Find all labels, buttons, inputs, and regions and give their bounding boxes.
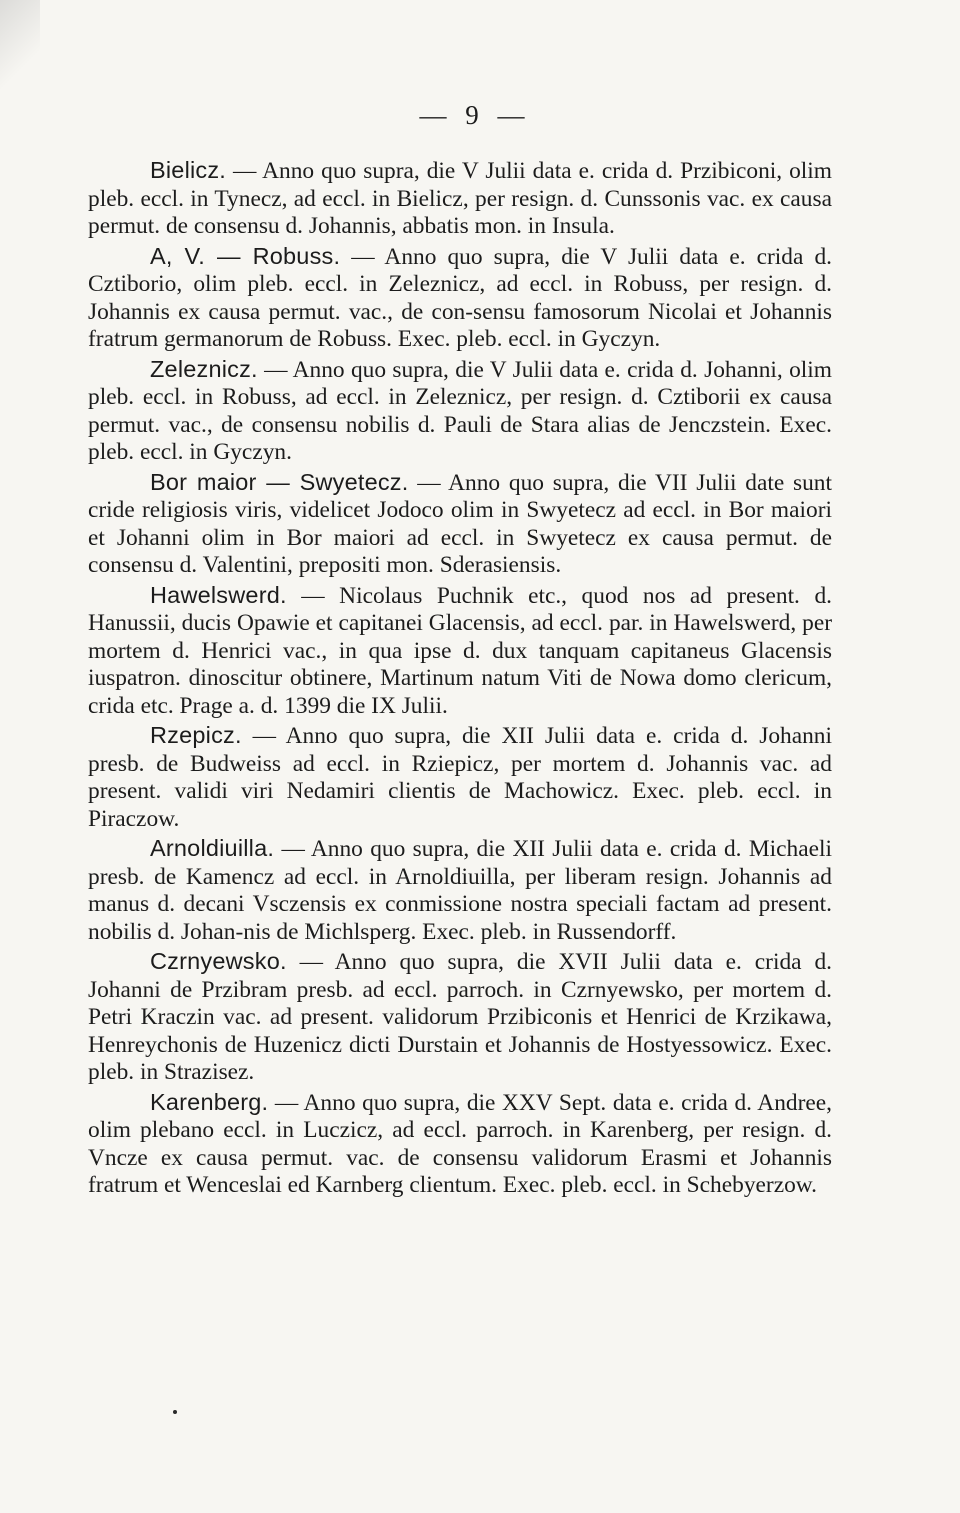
scan-edge-shadow: [0, 0, 40, 90]
entry-text: — Anno quo supra, die XII Julii data e. crida d. Michaeli presb. de Kamencz ad eccl. in Arnoldiuilla, per liberam resign. Johannis ad manus d. decani Vsczensis ex conmissione nostra speciali factam ad present. nobilis d. Johan-nis de Michlsperg. Exec. pleb. in Russendorff.: [88, 836, 832, 945]
entry-text: — Anno quo supra, die XII Julii data e. crida d. Johanni presb. de Budweiss ad eccl. in Rziepicz, per mortem d. Johannis vac. ad present. validi viri Nedamiri clientis de Machowicz. Exec. pleb. eccl. in Piraczow.: [88, 723, 832, 832]
entry-zeleznicz: [88, 356, 832, 467]
entry-text: — Anno quo supra, die VII Julii date sunt cride religiosis viris, videlicet Jodoco olim in Swyetecz ad eccl. in Bor maiori et Johanni olim in Bor maiori ad eccl. in Swyetecz ex causa permut. de consensu d. Valentini, prepositi mon. Sderasiensis.: [88, 469, 833, 578]
entry-arnoldiuilla: [88, 835, 832, 946]
entry-bielicz: [88, 157, 832, 241]
entries-list: [88, 157, 832, 1200]
entry-hawelswerd: [88, 582, 832, 721]
entry-heading: Arnoldiuilla.: [150, 835, 275, 861]
entry-bor-maior-swyetecz: [88, 469, 832, 580]
entry-text: — Anno quo supra, die XVII Julii data e. crida d. Johanni de Przibram presb. ad eccl. parroch. in Czrnyewsko, per mortem d. Petri Kraczin vac. ad present. validorum Przibiconis et Henrici de Krzikawa, Henreychonis de Huzenicz dicti Durstain et Johannis de Hostyessowicz. Exec. pleb. in Strazisez.: [88, 949, 832, 1085]
page-number: — 9 —: [419, 100, 531, 130]
entry-text: — Anno quo supra, die XXV Sept. data e. crida d. Andree, olim plebano eccl. in Luczicz, ad eccl. parroch. in Karenberg, per resign. d. Vncze ex causa permut. vac. de consensu validorum Erasmi et Johannis fratrum et Wenceslai ed Karnberg clientum. Exec. pleb. eccl. in Schebyerzow.: [88, 1089, 832, 1198]
entry-text: — Anno quo supra, die V Julii data e. crida d. Johanni, olim pleb. eccl. in Robuss, ad eccl. in Zeleznicz, per resign. d. Cztiborii ex causa permut. vac., de consensu nobilis d. Pauli de Stara alias de Jenczstein. Exec. pleb. eccl. in Gyczyn.: [88, 356, 832, 465]
entry-heading: Zeleznicz.: [150, 355, 258, 382]
entry-karenberg: [88, 1089, 832, 1200]
entry-heading: A, V. — Robuss.: [150, 242, 341, 269]
stray-dot-mark: [173, 1410, 177, 1414]
entry-heading: Karenberg.: [150, 1088, 269, 1115]
entry-text: — Anno quo supra, die V Julii data e. crida d. Przibiconi, olim pleb. eccl. in Tynecz, ad eccl. in Bielicz, per resign. d. Cunssonis vac. ex causa permut. de consensu d. Johannis, abbatis mon. in Insula.: [88, 158, 832, 239]
entry-robuss: [88, 243, 832, 354]
entry-heading: Rzepicz.: [150, 722, 242, 748]
entry-heading: Czrnyewsko.: [150, 948, 287, 974]
entry-rzepicz: [88, 722, 832, 833]
entry-heading: Hawelswerd.: [150, 581, 287, 608]
entry-czrnyewsko: [88, 948, 832, 1087]
entry-heading: Bielicz.: [150, 157, 227, 183]
entry-text: — Anno quo supra, die V Julii data e. crida d. Cztiborio, olim pleb. eccl. in Zeleznicz, ad eccl. in Robuss, per resign. d. Johannis ex causa permut. vac., de con-sensu famosorum Nicolai et Johannis fratrum germanorum de Robuss. Exec. pleb. eccl. in Gyczyn.: [88, 243, 832, 352]
entry-text: — Nicolaus Puchnik etc., quod nos ad present. d. Hanussii, ducis Opawie et capitanei Glacensis, ad eccl. par. in Hawelswerd, per mortem d. Henrici vac., in qua ipse d. dux tanquam capitaneus Glacensis iuspatron. dinoscitur obtinere, Martinum natum Viti de Nowa domo clericum, crida etc. Prage a. d. 1399 die IX Julii.: [88, 582, 832, 719]
entry-heading: Bor maior — Swyetecz.: [150, 468, 409, 495]
